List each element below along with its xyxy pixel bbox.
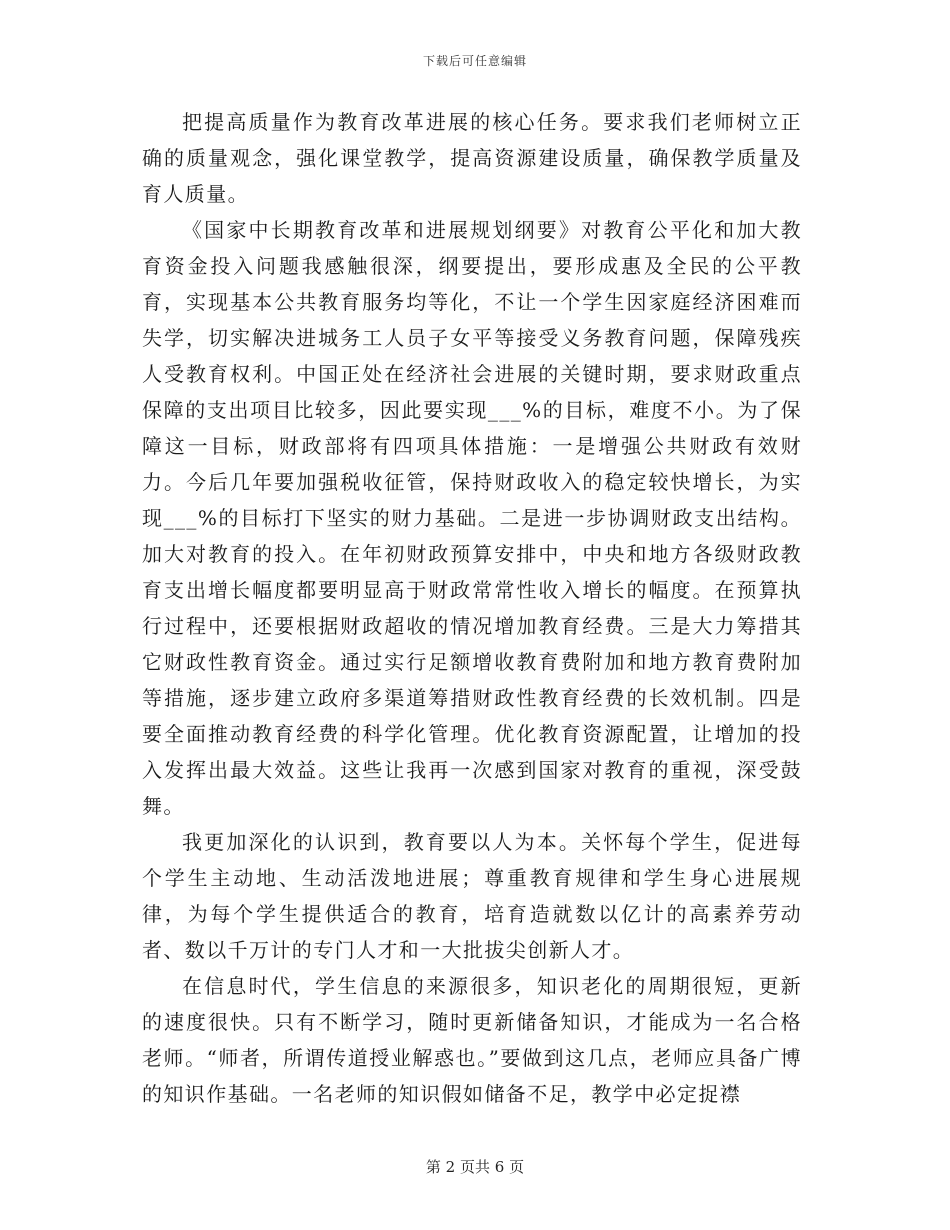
page-header: 下载后可任意编辑 [422,54,527,68]
page-footer: 第 2 页共 6 页 [425,1158,525,1176]
paragraph-2: 《国家中长期教育改革和进展规划纲要》对教育公平化和加大教育资金投入问题我感触很深，纲要提出，要形成惠及全民的公平教育，实现基本公共教育服务均等化，不让一个学生因家庭经济困难而失学，切实解决进城务工人员子女平等接受义务教育问题，保障残疾人受教育权利。中国正处在经济社会进展的关键时期，要求财政重点保障的支出项目比较多，因此要实现___%的目标，难度不小。为了保障这一目标，财政部将有四项具体措施：一是增强公共财政有效财力。今后几年要加强税收征管，保持财政收入的稳定较快增长，为实现___%的目标打下坚实的财力基础。二是进一步协调财政支出结构。加大对教育的投入。在年初财政预算安排中，中央和地方各级财政教育支出增长幅度都要明显高于财政常常性收入增长的幅度。在预算执行过程中，还要根据财政超收的情况增加教育经费。三是大力筹措其它财政性教育资金。通过实行足额增收教育费附加和地方教育费附加等措施，逐步建立政府多渠道筹措财政性教育经费的长效机制。四是要全面推动教育经费的科学化管理。优化教育资源配置，让增加的投入发挥出最大效益。这些让我再一次感到国家对教育的重视，深受鼓舞。 [142,218,802,818]
paragraph-3: 我更加深化的认识到，教育要以人为本。关怀每个学生，促进每个学生主动地、生动活泼地进展；尊重教育规律和学生身心进展规律，为每个学生提供适合的教育，培育造就数以亿计的高素养劳动者、数以千万计的专门人才和一大批拔尖创新人才。 [142,830,802,962]
document-body [142,104,802,1112]
paragraph-4: 在信息时代，学生信息的来源很多，知识老化的周期很短，更新的速度很快。只有不断学习，随时更新储备知识，才能成为一名合格老师。“师者，所谓传道授业解惑也。”要做到这几点，老师应具备广博的知识作基础。一名老师的知识假如储备不足，教学中必定捉襟 [142,974,802,1106]
paragraph-1: 把提高质量作为教育改革进展的核心任务。要求我们老师树立正确的质量观念，强化课堂教学，提高资源建设质量，确保教学质量及育人质量。 [142,110,802,206]
